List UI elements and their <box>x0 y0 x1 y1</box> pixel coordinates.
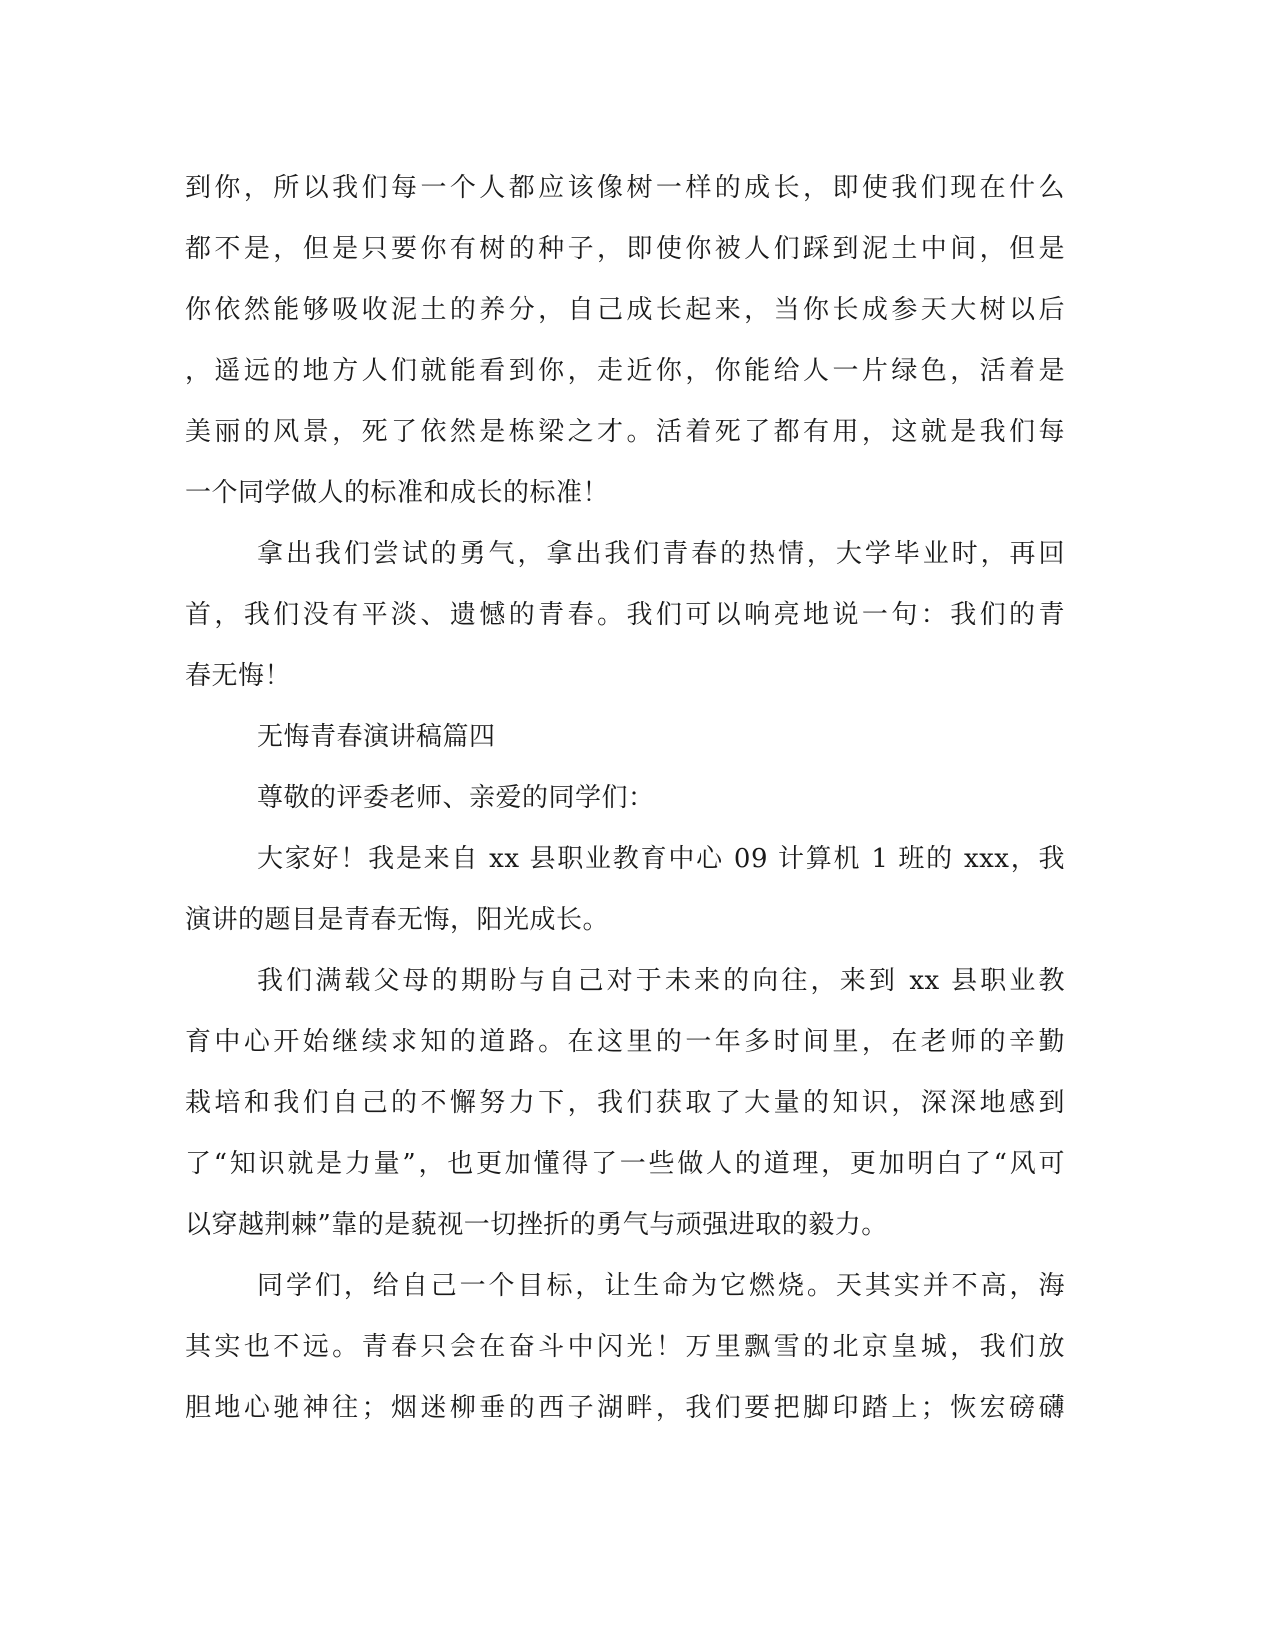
text-line: 首，我们没有平淡、遗憾的青春。我们可以响亮地说一句：我们的青 <box>185 600 1065 630</box>
text-line: 其实也不远。青春只会在奋斗中闪光！万里飘雪的北京皇城，我们放 <box>185 1332 1065 1362</box>
text-line: ，遥远的地方人们就能看到你，走近你，你能给人一片绿色，活着是 <box>185 356 1065 386</box>
text-line: 育中心开始继续求知的道路。在这里的一年多时间里，在老师的辛勤 <box>185 1027 1065 1057</box>
text-line: 尊敬的评委老师、亲爱的同学们： <box>257 783 655 813</box>
text-line: 一个同学做人的标准和成长的标准！ <box>185 478 610 508</box>
paragraph <box>185 707 1065 768</box>
text-line: 同学们，给自己一个目标，让生命为它燃烧。天其实并不高，海 <box>257 1271 1065 1301</box>
paragraph <box>185 158 1065 524</box>
text-line: 以穿越荆棘”靠的是藐视一切挫折的勇气与顽强进取的毅力。 <box>185 1210 888 1240</box>
paragraph <box>185 768 1065 829</box>
text-line: 都不是，但是只要你有树的种子，即使你被人们踩到泥土中间，但是 <box>185 234 1065 264</box>
paragraph <box>185 829 1065 951</box>
text-line: 美丽的风景，死了依然是栋梁之才。活着死了都有用，这就是我们每 <box>185 417 1065 447</box>
text-line: 胆地心驰神往；烟迷柳垂的西子湖畔，我们要把脚印踏上；恢宏磅礴 <box>185 1393 1065 1423</box>
document-body <box>185 158 1065 1439</box>
text-line: 了“知识就是力量”，也更加懂得了一些做人的道理，更加明白了“风可 <box>185 1149 1065 1179</box>
text-line: 大家好！我是来自 xx 县职业教育中心 09 计算机 1 班的 xxx，我 <box>257 844 1065 874</box>
paragraph <box>185 951 1065 1256</box>
text-line: 我们满载父母的期盼与自己对于未来的向往，来到 xx 县职业教 <box>257 966 1065 996</box>
text-line: 拿出我们尝试的勇气，拿出我们青春的热情，大学毕业时，再回 <box>257 539 1065 569</box>
text-line: 栽培和我们自己的不懈努力下，我们获取了大量的知识，深深地感到 <box>185 1088 1065 1118</box>
paragraph <box>185 1256 1065 1439</box>
text-line: 到你，所以我们每一个人都应该像树一样的成长，即使我们现在什么 <box>185 173 1065 203</box>
text-line: 无悔青春演讲稿篇四 <box>257 722 496 752</box>
paragraph <box>185 524 1065 707</box>
text-line: 春无悔！ <box>185 661 292 691</box>
text-line: 演讲的题目是青春无悔，阳光成长。 <box>185 905 610 935</box>
text-line: 你依然能够吸收泥土的养分，自己成长起来，当你长成参天大树以后 <box>185 295 1065 325</box>
